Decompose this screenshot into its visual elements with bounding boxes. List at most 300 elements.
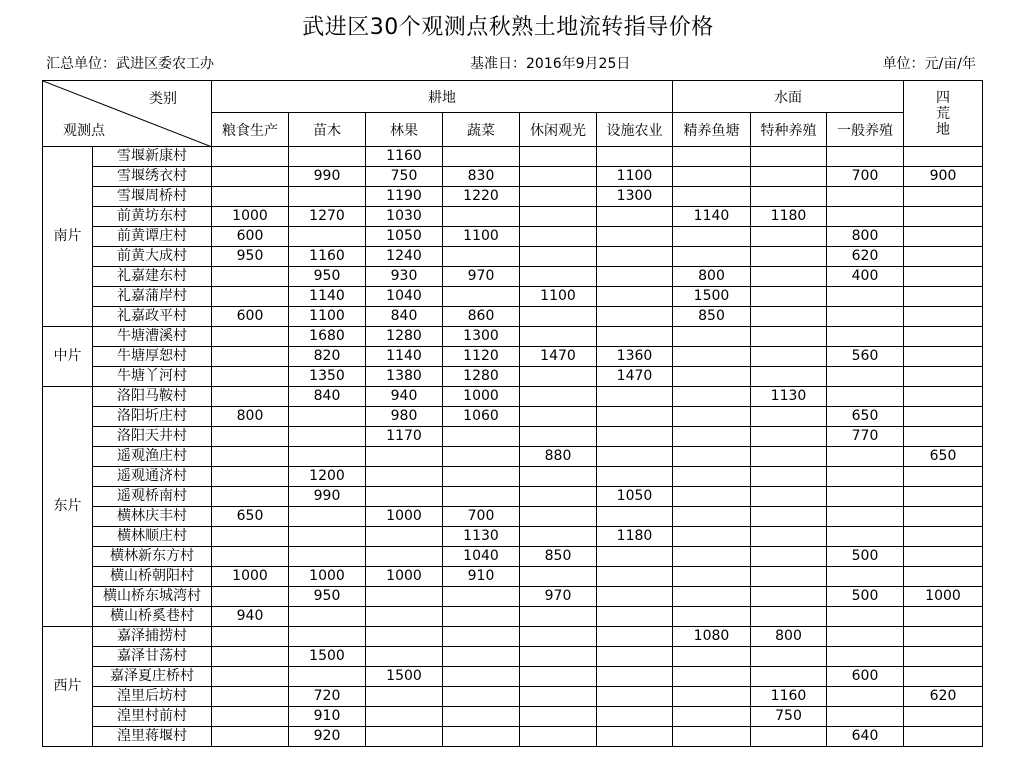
price-cell <box>827 447 904 467</box>
price-cell <box>827 687 904 707</box>
price-cell <box>443 487 520 507</box>
price-cell <box>597 307 673 327</box>
header-group-water: 水面 <box>673 81 904 113</box>
village-cell: 嘉泽捕捞村 <box>93 627 212 647</box>
price-cell: 880 <box>520 447 597 467</box>
price-cell: 750 <box>366 167 443 187</box>
price-cell <box>673 227 751 247</box>
table-row <box>43 147 983 167</box>
price-cell: 840 <box>366 307 443 327</box>
price-cell <box>212 627 289 647</box>
column-header: 精养鱼塘 <box>673 113 751 147</box>
village-cell: 礼嘉政平村 <box>93 307 212 327</box>
price-cell: 1000 <box>212 567 289 587</box>
column-header: 特种养殖 <box>751 113 827 147</box>
price-cell <box>673 367 751 387</box>
price-cell: 800 <box>212 407 289 427</box>
price-cell <box>904 507 983 527</box>
price-cell <box>597 267 673 287</box>
price-cell: 1130 <box>443 527 520 547</box>
price-cell <box>289 227 366 247</box>
price-cell <box>212 287 289 307</box>
price-cell: 1170 <box>366 427 443 447</box>
price-cell <box>827 647 904 667</box>
price-cell <box>443 687 520 707</box>
price-cell <box>904 247 983 267</box>
village-cell: 前黄坊东村 <box>93 207 212 227</box>
price-cell <box>212 467 289 487</box>
price-cell: 980 <box>366 407 443 427</box>
price-cell <box>673 147 751 167</box>
price-cell <box>597 707 673 727</box>
price-cell: 1000 <box>289 567 366 587</box>
price-cell <box>289 447 366 467</box>
price-cell <box>673 387 751 407</box>
price-cell <box>904 387 983 407</box>
price-cell <box>520 507 597 527</box>
table-body <box>43 147 983 747</box>
price-cell: 650 <box>904 447 983 467</box>
price-cell <box>212 707 289 727</box>
price-cell <box>443 707 520 727</box>
price-cell <box>673 567 751 587</box>
price-cell <box>212 147 289 167</box>
village-cell: 遥观渔庄村 <box>93 447 212 467</box>
price-cell <box>366 487 443 507</box>
village-cell: 洛阳圻庄村 <box>93 407 212 427</box>
price-cell: 990 <box>289 487 366 507</box>
price-cell <box>673 427 751 447</box>
price-cell <box>520 527 597 547</box>
village-cell: 前黄大成村 <box>93 247 212 267</box>
price-cell: 800 <box>827 227 904 247</box>
price-cell: 800 <box>751 627 827 647</box>
price-cell <box>366 547 443 567</box>
price-cell: 1000 <box>366 567 443 587</box>
price-cell <box>673 707 751 727</box>
price-cell <box>597 507 673 527</box>
price-cell <box>366 687 443 707</box>
price-cell <box>751 467 827 487</box>
price-cell <box>673 527 751 547</box>
price-cell <box>597 427 673 447</box>
price-cell <box>827 627 904 647</box>
table-row <box>43 447 983 467</box>
price-cell <box>751 307 827 327</box>
price-cell: 1140 <box>366 347 443 367</box>
price-cell <box>751 647 827 667</box>
price-cell <box>597 607 673 627</box>
price-cell: 940 <box>366 387 443 407</box>
price-cell: 1180 <box>597 527 673 547</box>
price-cell <box>827 527 904 547</box>
price-cell <box>904 667 983 687</box>
header-wasteland-label: 四 荒 地 <box>936 89 950 138</box>
price-cell <box>443 607 520 627</box>
price-cell <box>366 447 443 467</box>
village-cell: 雪堰周桥村 <box>93 187 212 207</box>
price-cell <box>673 647 751 667</box>
price-cell <box>904 427 983 447</box>
price-cell <box>827 567 904 587</box>
table-row <box>43 287 983 307</box>
price-cell <box>520 147 597 167</box>
price-cell <box>751 607 827 627</box>
table-row <box>43 207 983 227</box>
price-cell <box>443 467 520 487</box>
village-cell: 牛塘厚恕村 <box>93 347 212 367</box>
price-cell <box>366 727 443 747</box>
price-cell <box>366 627 443 647</box>
header-category-label: 类别 <box>149 91 177 107</box>
price-cell <box>520 487 597 507</box>
table-row <box>43 627 983 647</box>
price-cell <box>751 287 827 307</box>
price-cell <box>289 627 366 647</box>
price-cell <box>751 327 827 347</box>
price-cell: 1130 <box>751 387 827 407</box>
village-cell: 遥观桥南村 <box>93 487 212 507</box>
price-cell <box>827 287 904 307</box>
column-header: 苗木 <box>289 113 366 147</box>
price-cell: 860 <box>443 307 520 327</box>
village-cell: 前黄谭庄村 <box>93 227 212 247</box>
price-cell <box>827 147 904 167</box>
price-cell <box>289 507 366 527</box>
price-cell <box>520 367 597 387</box>
table-row <box>43 467 983 487</box>
village-cell: 横山桥奚巷村 <box>93 607 212 627</box>
price-cell <box>289 147 366 167</box>
price-cell <box>904 607 983 627</box>
price-cell: 940 <box>212 607 289 627</box>
table-row <box>43 247 983 267</box>
price-cell <box>289 667 366 687</box>
table-row <box>43 407 983 427</box>
column-header: 一般养殖 <box>827 113 904 147</box>
price-cell <box>443 207 520 227</box>
price-cell <box>212 667 289 687</box>
price-cell <box>366 707 443 727</box>
price-cell <box>212 447 289 467</box>
village-cell: 牛塘丫河村 <box>93 367 212 387</box>
price-cell <box>520 687 597 707</box>
price-cell: 1000 <box>443 387 520 407</box>
price-cell <box>289 607 366 627</box>
price-cell <box>673 327 751 347</box>
price-cell <box>904 227 983 247</box>
price-cell <box>520 667 597 687</box>
table-row <box>43 187 983 207</box>
price-cell <box>904 267 983 287</box>
price-cell <box>289 547 366 567</box>
price-cell: 1000 <box>904 587 983 607</box>
header-group-farmland: 耕地 <box>212 81 673 113</box>
header-station-label: 观测点 <box>63 123 105 139</box>
column-header: 林果 <box>366 113 443 147</box>
price-cell <box>597 467 673 487</box>
price-cell <box>673 727 751 747</box>
price-cell: 1100 <box>597 167 673 187</box>
price-cell <box>520 607 597 627</box>
price-cell <box>212 527 289 547</box>
price-cell: 1240 <box>366 247 443 267</box>
price-cell <box>827 207 904 227</box>
village-cell: 洛阳马鞍村 <box>93 387 212 407</box>
price-cell: 650 <box>827 407 904 427</box>
price-cell: 1470 <box>520 347 597 367</box>
price-cell <box>673 687 751 707</box>
header-corner <box>43 81 212 147</box>
village-cell: 湟里后坊村 <box>93 687 212 707</box>
price-cell <box>443 287 520 307</box>
price-cell <box>827 467 904 487</box>
price-cell <box>212 367 289 387</box>
table-row <box>43 387 983 407</box>
price-cell: 820 <box>289 347 366 367</box>
price-cell <box>827 507 904 527</box>
table-row <box>43 527 983 547</box>
price-cell <box>520 387 597 407</box>
price-cell: 1350 <box>289 367 366 387</box>
price-cell: 1120 <box>443 347 520 367</box>
price-cell <box>751 367 827 387</box>
village-cell: 嘉泽甘荡村 <box>93 647 212 667</box>
price-cell: 1360 <box>597 347 673 367</box>
village-cell: 雪堰绣衣村 <box>93 167 212 187</box>
price-cell <box>673 487 751 507</box>
price-cell: 1140 <box>673 207 751 227</box>
price-cell <box>520 307 597 327</box>
price-cell: 1280 <box>366 327 443 347</box>
price-cell <box>597 387 673 407</box>
price-cell <box>673 507 751 527</box>
price-cell <box>597 207 673 227</box>
price-cell: 1140 <box>289 287 366 307</box>
price-cell <box>904 367 983 387</box>
price-cell <box>751 487 827 507</box>
price-cell: 1100 <box>289 307 366 327</box>
price-cell: 950 <box>289 587 366 607</box>
price-cell <box>212 327 289 347</box>
price-cell <box>597 447 673 467</box>
price-cell: 1680 <box>289 327 366 347</box>
price-cell <box>673 407 751 427</box>
price-cell <box>520 467 597 487</box>
price-cell: 830 <box>443 167 520 187</box>
price-cell <box>904 207 983 227</box>
price-cell: 600 <box>212 227 289 247</box>
table-row <box>43 267 983 287</box>
village-cell: 雪堰新康村 <box>93 147 212 167</box>
price-cell: 970 <box>520 587 597 607</box>
base-date: 基准日：2016年9月25日 <box>470 56 631 72</box>
price-cell <box>289 427 366 447</box>
price-cell <box>904 727 983 747</box>
price-cell <box>751 527 827 547</box>
price-cell <box>751 267 827 287</box>
price-cell: 1050 <box>366 227 443 247</box>
price-cell <box>827 707 904 727</box>
price-cell <box>904 327 983 347</box>
price-cell <box>366 467 443 487</box>
price-cell <box>673 467 751 487</box>
price-cell: 990 <box>289 167 366 187</box>
price-cell <box>212 187 289 207</box>
column-header: 蔬菜 <box>443 113 520 147</box>
price-cell: 1300 <box>597 187 673 207</box>
column-header: 粮食生产 <box>212 113 289 147</box>
price-cell: 970 <box>443 267 520 287</box>
price-cell <box>443 147 520 167</box>
price-cell: 850 <box>673 307 751 327</box>
price-cell <box>289 407 366 427</box>
price-cell <box>904 707 983 727</box>
price-cell: 1160 <box>289 247 366 267</box>
price-cell <box>443 667 520 687</box>
price-cell <box>751 667 827 687</box>
village-cell: 礼嘉建东村 <box>93 267 212 287</box>
price-cell <box>443 427 520 447</box>
table-row <box>43 487 983 507</box>
price-cell <box>827 187 904 207</box>
price-cell <box>751 347 827 367</box>
price-cell <box>673 447 751 467</box>
price-cell: 840 <box>289 387 366 407</box>
price-cell <box>597 647 673 667</box>
price-cell <box>366 587 443 607</box>
price-cell: 1100 <box>520 287 597 307</box>
price-cell <box>673 167 751 187</box>
price-cell <box>289 527 366 547</box>
price-cell <box>597 247 673 267</box>
price-cell <box>520 207 597 227</box>
price-cell: 560 <box>827 347 904 367</box>
price-cell: 950 <box>212 247 289 267</box>
price-cell <box>827 607 904 627</box>
price-cell <box>673 547 751 567</box>
region-cell: 南片 <box>43 147 93 327</box>
price-cell: 1100 <box>443 227 520 247</box>
price-cell <box>904 307 983 327</box>
price-cell: 720 <box>289 687 366 707</box>
price-cell: 500 <box>827 587 904 607</box>
price-cell <box>597 687 673 707</box>
price-cell <box>597 727 673 747</box>
price-cell <box>597 147 673 167</box>
price-cell <box>751 247 827 267</box>
price-cell <box>520 187 597 207</box>
price-cell <box>212 687 289 707</box>
price-cell <box>597 407 673 427</box>
village-cell: 遥观通济村 <box>93 467 212 487</box>
header-wasteland <box>904 81 983 147</box>
price-cell <box>520 707 597 727</box>
table-row <box>43 507 983 527</box>
price-cell <box>673 607 751 627</box>
village-cell: 横林新东方村 <box>93 547 212 567</box>
price-cell <box>904 467 983 487</box>
village-cell: 嘉泽夏庄桥村 <box>93 667 212 687</box>
village-cell: 牛塘漕溪村 <box>93 327 212 347</box>
price-cell: 1500 <box>366 667 443 687</box>
price-cell <box>751 147 827 167</box>
price-cell <box>212 387 289 407</box>
price-cell <box>904 547 983 567</box>
column-header: 休闲观光 <box>520 113 597 147</box>
price-cell <box>212 347 289 367</box>
price-cell <box>904 407 983 427</box>
price-cell <box>673 587 751 607</box>
village-cell: 横林庆丰村 <box>93 507 212 527</box>
table-row <box>43 607 983 627</box>
price-cell <box>597 567 673 587</box>
table-row <box>43 727 983 747</box>
price-cell: 700 <box>443 507 520 527</box>
price-cell <box>751 727 827 747</box>
price-cell <box>673 187 751 207</box>
price-cell <box>212 647 289 667</box>
price-cell: 1300 <box>443 327 520 347</box>
price-cell <box>597 627 673 647</box>
price-cell <box>751 547 827 567</box>
price-cell: 1030 <box>366 207 443 227</box>
village-cell: 礼嘉蒲岸村 <box>93 287 212 307</box>
price-cell <box>673 347 751 367</box>
document-title: 武进区30个观测点秋熟土地流转指导价格 <box>302 15 714 40</box>
price-cell: 800 <box>673 267 751 287</box>
price-cell <box>904 487 983 507</box>
price-cell <box>520 407 597 427</box>
price-cell: 1160 <box>751 687 827 707</box>
table-row <box>43 367 983 387</box>
price-cell: 1270 <box>289 207 366 227</box>
price-cell <box>904 347 983 367</box>
price-cell <box>751 167 827 187</box>
price-cell: 620 <box>904 687 983 707</box>
price-cell <box>827 307 904 327</box>
price-cell <box>212 267 289 287</box>
price-cell: 1220 <box>443 187 520 207</box>
price-cell: 640 <box>827 727 904 747</box>
price-cell: 1080 <box>673 627 751 647</box>
price-unit: 单位：元/亩/年 <box>882 56 976 72</box>
price-cell <box>212 427 289 447</box>
price-cell <box>597 287 673 307</box>
price-table <box>42 80 983 747</box>
price-cell <box>827 327 904 347</box>
price-cell <box>443 727 520 747</box>
price-cell: 930 <box>366 267 443 287</box>
table-row <box>43 547 983 567</box>
price-cell <box>366 647 443 667</box>
price-cell: 400 <box>827 267 904 287</box>
region-cell: 中片 <box>43 327 93 387</box>
price-cell <box>289 187 366 207</box>
price-cell <box>443 647 520 667</box>
village-cell: 横山桥东城湾村 <box>93 587 212 607</box>
price-cell <box>520 167 597 187</box>
price-cell: 950 <box>289 267 366 287</box>
price-cell <box>520 327 597 347</box>
price-cell <box>904 567 983 587</box>
price-cell <box>827 487 904 507</box>
price-cell: 920 <box>289 727 366 747</box>
price-cell <box>520 627 597 647</box>
price-cell: 850 <box>520 547 597 567</box>
column-header: 设施农业 <box>597 113 673 147</box>
village-cell: 横林顺庄村 <box>93 527 212 547</box>
